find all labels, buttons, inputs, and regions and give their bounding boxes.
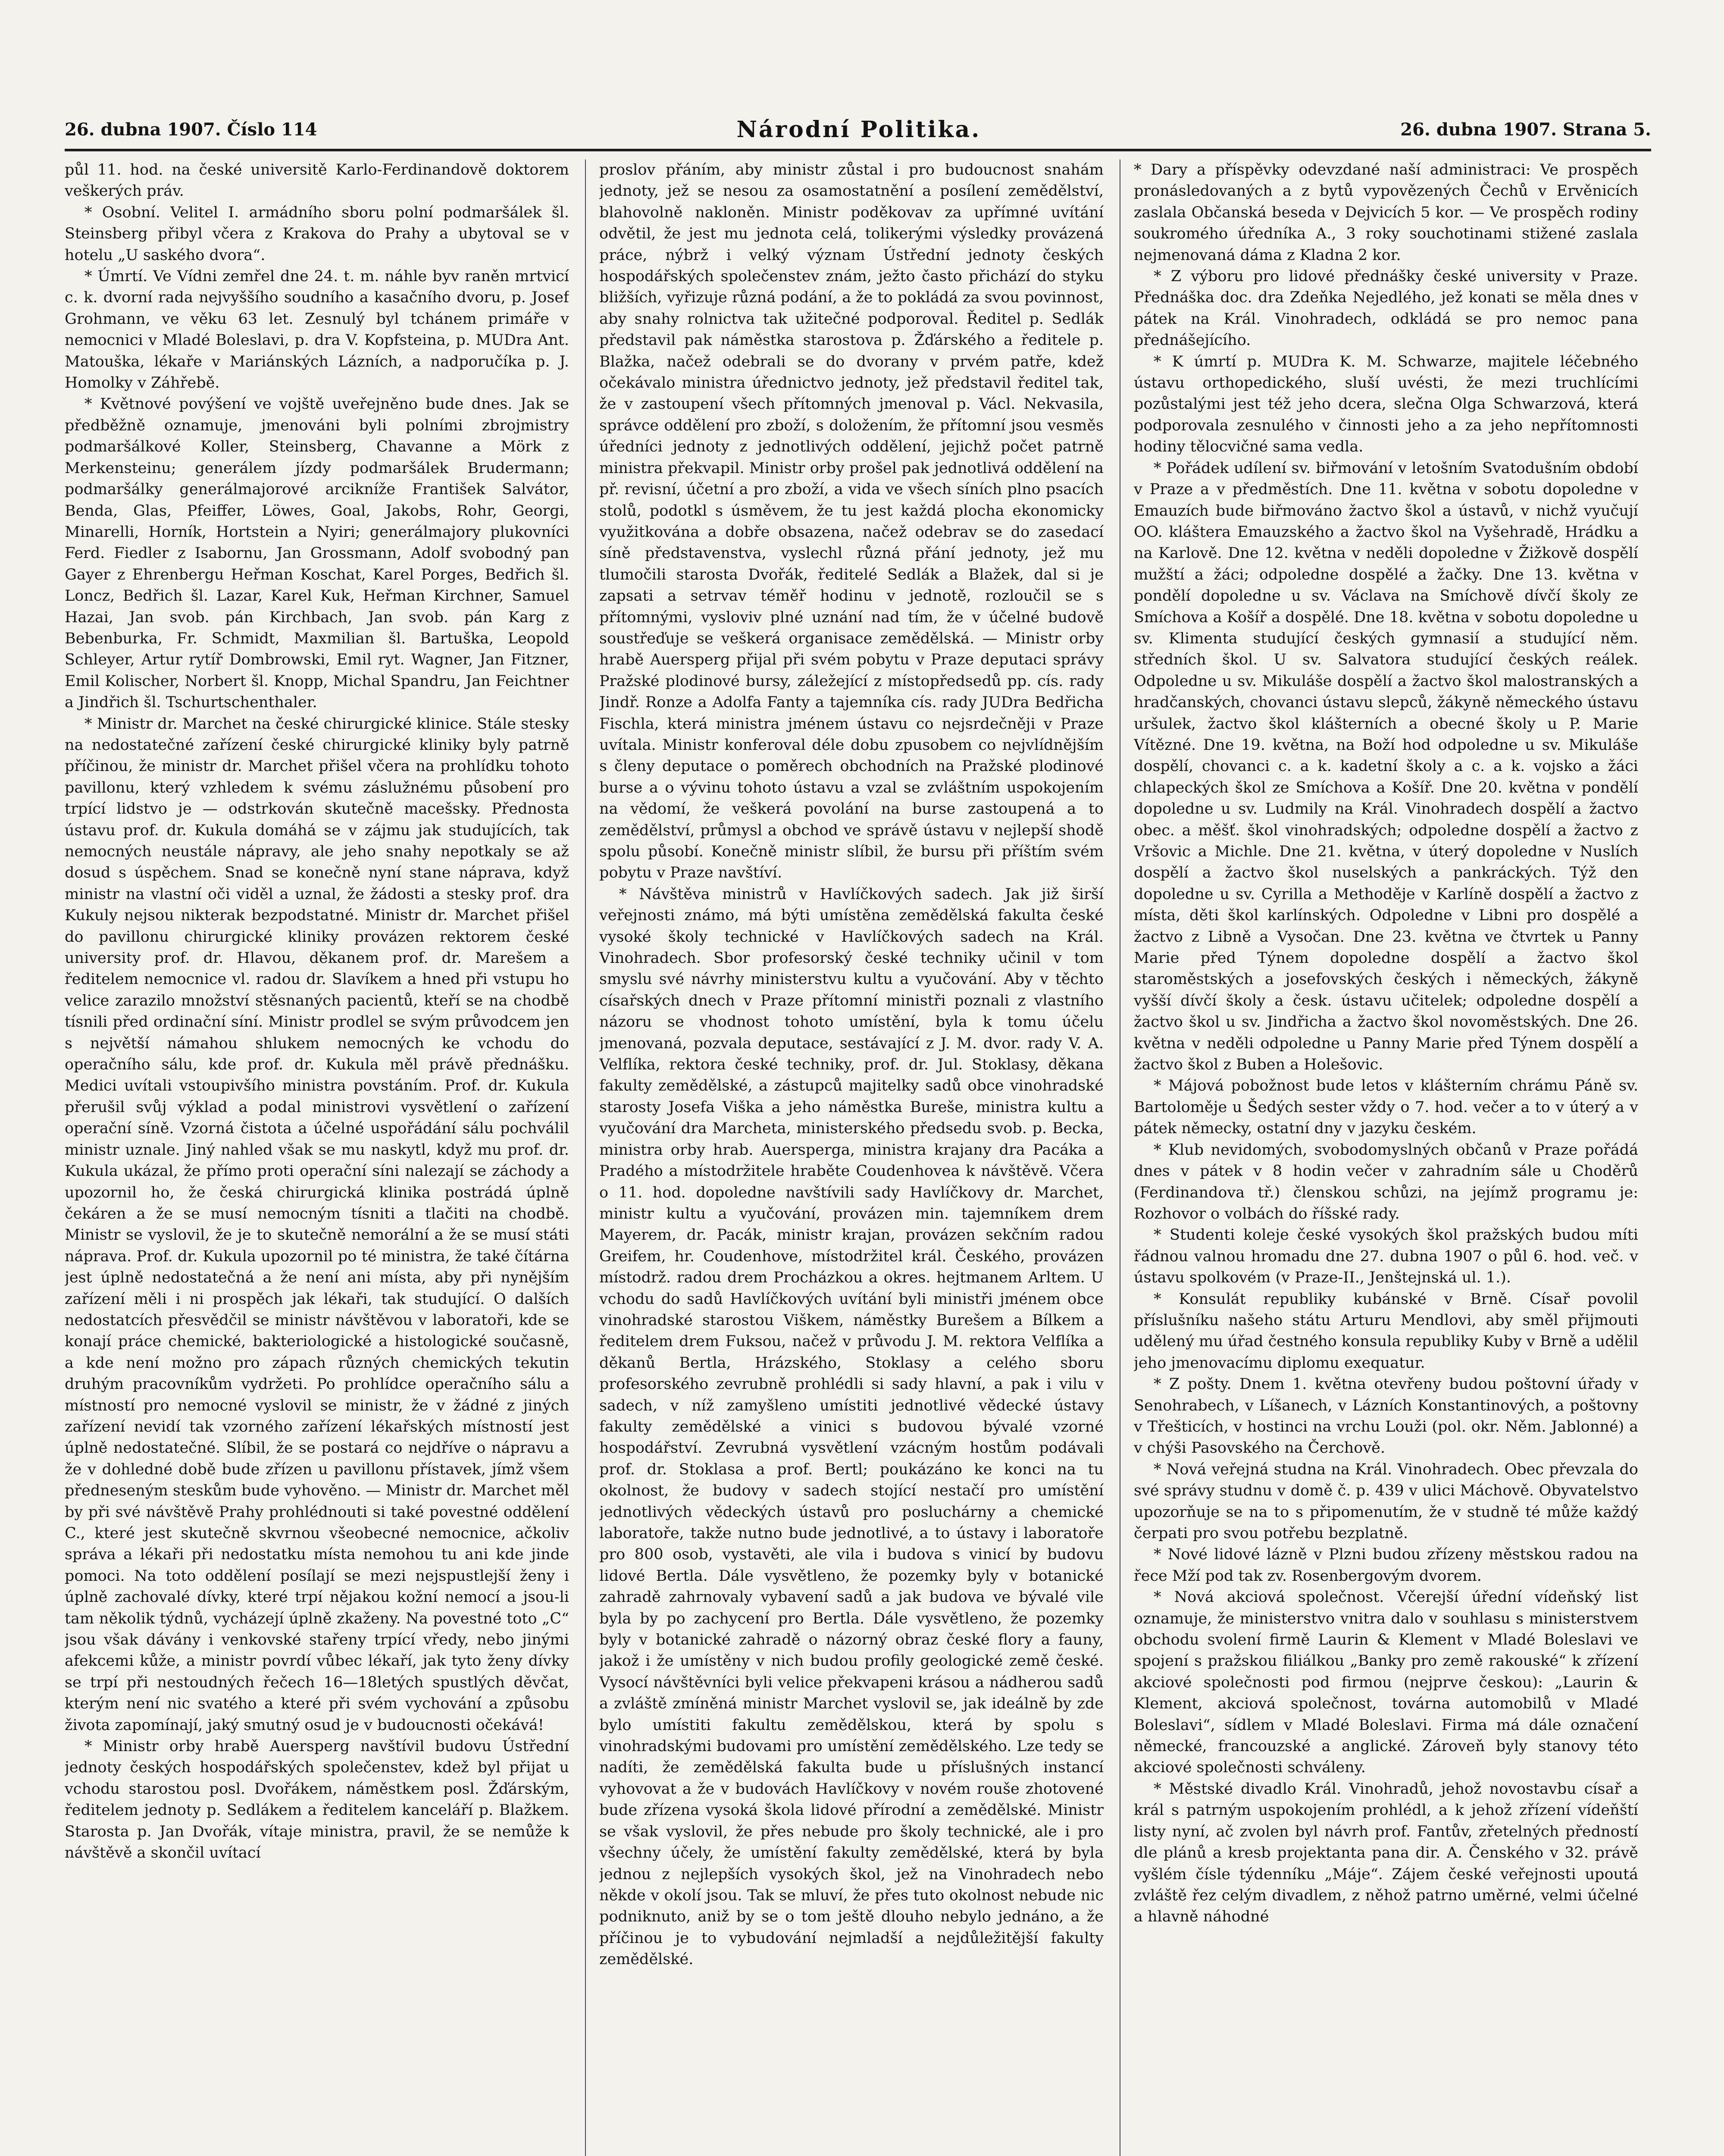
column-2 [599,160,1104,2156]
paragraph: * Nové lidové lázně v Plzni budou zřízeny městskou radou na řece Mží pod tak zv. Rosenbergovým dvorem. [1134,1546,1638,1585]
masthead: Národní Politika. [736,116,981,143]
column-1 [65,160,569,2156]
paragraph: * Ministr orby hrabě Auersperg navštívil budovu Ústřední jednoty českých hospodářských společenstev, kdež byl přijat u vchodu starostou posl. Dvořákem, náměstkem posl. Žďárským, ředitelem jednoty p. Sedlákem a ředitelem kanceláří p. Blažkem. Starosta p. Jan Dvořák, vítaje ministra, pravil, že se nemůže k návštěvě a skončil uvítací [65,1738,569,1862]
paragraph: * Studenti koleje české vysokých škol pražských budou míti řádnou valnou hromadu dne 27. dubna 1907 o půl 6. hod. več. v ústavu spolkovém (v Praze-II., Jenštejnská ul. 1.). [1134,1226,1638,1287]
page-header [65,110,1651,149]
paragraph: * Pořádek udílení sv. biřmování v letošním Svatodušním období v Praze a v předměstích. Dne 11. května v sobotu dopoledne v Emauzích bude biřmováno žactvo škol a ústavů, v nichž vyučují OO. kláštera Emauzského a žactvo škol na Vyšehradě, Hrádku a na Karlově. Dne 12. května v neděli dopoledne v Žižkově dospělí mužští a žáci; odpoledne dospělé a žačky. Dne 13. května v pondělí dopoledne u sv. Václava na Smíchově dívčí školy ze Smíchova a Košíř a dospělé. Dne 18. května v sobotu dopoledne u sv. Klimenta studující českých gymnasií a studující něm. středních škol. U sv. Salvatora studující českých reálek. Odpoledne u sv. Mikuláše dospělí a žactvo škol malostranských a hradčanských, chovanci ústavu slepců, žákyně německého ústavu uršulek, žactvo škol klášterních a obecné školy u P. Marie Vítězné. Dne 19. května, na Boží hod odpoledne u sv. Mikuláše dospělí, chovanci c. a k. kadetní školy a c. a k. vojsko a žáci chlapeckých škol ze Smíchova a Košíř. Dne 20. května v pondělí dopoledne u sv. Ludmily na Král. Vinohradech dospělí a žactvo obec. a měšť. škol vinohradských; odpoledne dospělí a žactvo z Vršovic a Michle. Dne 21. května, v úterý dopoledne v Nuslích dospělí a žactvo škol nuselských a pankráckých. Týž den dopoledne u sv. Cyrilla a Methoděje v Karlíně dospělí a žactvo z místa, děti škol karlínských. Odpoledne v Libni pro dospělé a žactvo z Libně a Vysočan. Dne 23. května ve čtvrtek u Panny Marie před Týnem dopoledne dospělí a žactvo škol staroměstských a josefovských českých i německých, žákyně vyšší dívčí školy a česk. ústavu učitelek; odpoledne dospělí a žactvo škol u sv. Jindřicha a žactvo škol novoměstských. Dne 26. května v neděli odpoledne u Panny Marie před Týnem dospělí a žactvo škol z Buben a Holešovic. [1134,459,1638,1074]
paragraph: * Nová veřejná studna na Král. Vinohradech. Obec převzala do své správy studnu v domě č. p. 439 v ulici Máchově. Obyvatelstvo upozorňuje se na to s připomenutím, že v studně té může každý čerpati pro svou potřebu bezplatně. [1134,1460,1638,1542]
header-rule [65,149,1651,151]
paragraph: proslov přáním, aby ministr zůstal i pro budoucnost snahám jednoty, jež se nesou za osamostatnění a posílení zemědělství, blahovolně nakloněn. Ministr poděkovav za upřímné uvítání odvětil, že jest mu jednota celá, tolikerými výsledky provázená práce, nýbrž i velký význam Ústřední jednoty českých hospodářských společenstev znám, ježto často přichází do styku bližších, vyřizuje různá podání, a že to pokládá za svou povinnost, aby snahy rolnictva tak užitečné podporoval. Ředitel p. Sedlák představil pak náměstka starostova p. Žďárského a ředitele p. Blažka, načež odebrali se do dvorany v prvém patře, kdež očekávalo ministra úřednictvo jednoty, jež představil ředitel tak, že v zastoupení všech přítomných jmenoval p. Václ. Nekvasila, správce oddělení pro zboží, s doložením, že přítomní jsou vesměs úředníci jednoty z jednotlivých oddělení, jejichž počet patrně ministra překvapil. Ministr orby prošel pak jednotlivá oddělení na př. revisní, účetní a pro zboží, a vida ve všech síních plno psacích stolů, podotkl s úsměvem, že tu jest každá plocha ekonomicky využitkována a dobře obsazena, načež odebrav se do zasedací síně představenstva, vyslechl různá přání jednoty, jež mu tlumočili starosta Dvořák, ředitelé Sedlák a Blažek, dal si je zapsati a setrvav téměř hodinu v jednotě, rozloučil se s přítomnými, vysloviv plné uznání nad tím, že v účelné budově soustřeďuje se veškerá organisace zemědělská. — Ministr orby hrabě Auersperg přijal při svém pobytu v Praze deputaci správy Pražské plodinové bursy, záležející z místopředsedů pp. cís. rady Jindř. Ronze a Adolfa Fanty a tajemníka cís. rady JUDra Bedřicha Fischla, která ministra jménem ústavu co nejsrdečněji v Praze uvítala. Ministr konferoval déle dobu zpusobem co nejvlídnějším s členy deputace o poměrech obchodních na Pražské plodinové burse a o vývinu tohoto ústavu a vzal se zvláštním uspokojením na vědomí, že veškerá povolání na burse zastoupená a to zemědělství, průmysl a obchod ve správě ústavu v nejlepší shodě spolu působí. Konečně ministr slíbil, že bursu při příštím svém pobytu v Praze navštíví. [599,161,1104,882]
paragraph: * Z pošty. Dnem 1. května otevřeny budou poštovní úřady v Senohrabech, v Líšanech, v Lázních Konstantinových, a poštovny v Třešticích, v hostinci na vrchu Louži (pol. okr. Něm. Jablonné) a v chýši Pasovského na Čerchově. [1134,1376,1638,1457]
paragraph: * Ministr dr. Marchet na české chirurgické klinice. Stále stesky na nedostatečné zařízení české chirurgické kliniky byly patrně příčinou, že ministr dr. Marchet přišel včera na prohlídku tohoto pavillonu, který vzhledem k svému záslužnému působení pro trpící lidstvo je — odstrkován skutečně macešsky. Přednosta ústavu prof. dr. Kukula domáhá se v zájmu jak studujících, tak nemocných neustále nápravy, ale jeho snahy nepotkaly se až dosud s úspěchem. Snad se konečně nyní stane náprava, když ministr na vlastní oči viděl a uznal, že žádosti a stesky prof. dra Kukuly nejsou nikterak bezpodstatné. Ministr dr. Marchet přišel do pavillonu chirurgické kliniky provázen rektorem české university prof. dr. Hlavou, děkanem prof. dr. Marešem a ředitelem nemocnice vl. radou dr. Slavíkem a hned při vstupu ho velice zarazilo množství stěsnaných pacientů, kteří se na chodbě tísnili před ordinační síní. Ministr prodlel se svým průvodcem jen s největší námahou shlukem nemocných ke vchodu do operačního sálu, kde prof. dr. Kukula měl právě přednášku. Medici uvítali vstoupivšího ministra povstáním. Prof. dr. Kukula přerušil svůj výklad a podal ministrovi vysvětlení o zařízení operační síně. Vzorná čistota a účelné uspořádání sálu pochválil ministr uznale. Jiný nahled však se mu naskytl, když mu prof. dr. Kukula ukázal, že přímo proti operační síni nalezají se záchody a upozornil ho, že česká chirurgická klinika postrádá úplně čekáren a že se musí nemocným tísniti a tlačiti na chodbě. Ministr se vyslovil, že je to skutečně nemorální a že se musí státi náprava. Prof. dr. Kukula upozornil po té ministra, že také čítárna jest úplně nedostatečná a že není ani místa, aby při nynějším zařízení měli i ni prospěch jak lékaři, tak studující. O dalších nedostatcích přesvědčil se ministr návštěvou v laboratoři, kde se konají práce chemické, bakteriologické a histologické současně, a kde není možno pro zápach různých chemických tekutin druhým pracovníkům vydržeti. Po prohlídce operačního sálu a místností pro nemocné vyslovil se ministr, že v žádné z jiných zařízení nevidí tak vzorného zařízení lékařských místností jest úplně nedostatečné. Slíbil, že se postará co nejdříve o nápravu a že v dohledné době bude zřízen u pavillonu přístavek, jímž všem předneseným steskům bude vyhověno. — Ministr dr. Marchet měl by při své návštěvě Prahy prohlédnouti si také povestné oddělení C., které jest skutečně skvrnou všeobecné nemocnice, ačkoliv správa a lékaři při nedostatku místa nemohou tu ani kde jinde pomoci. Na toto oddělení posílají se mezi nejspustlejší ženy i úplně zachovalé dívky, které trpí nějakou kožní nemocí a jsou-li tam několik týdnů, vycházejí úplně zkaženy. Na povestné toto „C“ jsou však dávány i venkovské stařeny trpící vředy, nebo jinými afekcemi kůže, a ministr povrdí vůbec lékaří, jak tyto ženy dívky se trpí při nestoudných řečech 16—18letých spustlých děvčat, kterým není nic svatého a které při svém vychování a způsobu života zapomínají, jaký smutný osud je v budoucnosti očekává! [65,715,569,1734]
paragraph: půl 11. hod. na české universitě Karlo-Ferdinandově doktorem veškerých práv. [65,161,569,200]
paragraph: * Návštěva ministrů v Havlíčkových sadech. Jak již širší veřejnosti známo, má býti umístěna zemědělská fakulta české vysoké školy technické v Havlíčkových sadech na Král. Vinohradech. Sbor profesorský české techniky učinil v tom smyslu své návrhy ministerstvu kultu a vyučování. Aby v těchto císařských dnech v Praze přítomní ministři poznali z vlastního názoru se vhodnost tohoto umístění, byla k tomu účelu jmenovaná, pozvala deputace, sestávající z J. M. dvor. rady V. A. Velflíka, rektora české techniky, prof. dr. Jul. Stoklasy, děkana fakulty zemědělské, a zástupců majitelky sadů obce vinohradské starosty Josefa Viška a jeho náměstka Bureše, ministra kultu a vyučování dra Marcheta, ministerského předsedu svob. p. Becka, ministra orby hrab. Auersperga, ministra krajany dra Pacáka a Pradého a místodržitele hraběte Coudenhovea k návštěvě. Včera o 11. hod. dopoledne navštívili sady Havlíčkovy dr. Marchet, ministr kultu a vyučování, provázen min. tajemníkem drem Mayerem, dr. Pacák, ministr krajan, provázen sekčním radou Greifem, hr. Coudenhove, místodržitel král. Českého, provázen místodrž. radou drem Procházkou a okres. hejtmanem Arltem. U vchodu do sadů Havlíčkových uvítání byli ministři jménem obce vinohradské starostou Viškem, náměstky Burešem a Bílkem a ředitelem drem Fuksou, načež v průvodu J. M. rektora Velflíka a děkanů Bertla, Hrázského, Stoklasy a celého sboru profesorského zevrubně prohlédli si sady hlavní, a pak i vilu v sadech, v níž zamyšleno umístiti jednotlivé vědecké ústavy fakulty zemědělské a vinici s budovou bývalé vzorné hospodářství. Zevrubná vysvětlení vzácným hostům podávali prof. dr. Stoklasa a prof. Bertl; poukázáno ke konci na tu okolnost, že budovy v sadech stojící nestačí pro umístění jednotlivých vědeckých ústavů pro posluchárny a chemické laboratoře, takže nutno bude jednotlivé, a to ústavy i laboratoře pro 800 osob, vystavěti, ale vila i budova s vinicí by budovu lidové Bertla. Dále vysvětleno, že pozemky byly v botanické zahradě zahrnovaly vybavení sadů a jak budova ve bývalé vile byla by po zachycení pro Bertla. Dále vysvětleno, že pozemky byly v botanické zahradě o názorný obraz české flory a fauny, jakož i že umístěny v nich budou profily geologické země české. Vysocí návštěvníci byli velice překvapeni krásou a nádherou sadů a zvláště zmíněná ministr Marchet vyslovil se, jak ideálně by zde bylo umístiti fakultu zemědělskou, která by spolu s vinohradskými budovami pro umístění zemědělského. Lze tedy se nadíti, že zemědělská fakulta bude u příslušných instancí vyhovovat a že v budovách Havlíčkovy v novém rouše zhotovené bude zřízena vysoká škola lidové přírodní a zemědělské. Ministr se však vyslovil, že přes nebude pro školy technické, ale i pro všechny účely, že umístění fakulty zemědělské, která by byla jednou z nejlepších vysokých škol, jež na Vinohradech nebo někde v okolí jsou. Tak se mluví, že přes tuto okolnost nebude nic podniknuto, aniž by se o tom ještě dlouho nebylo jednáno, a že příčinou je to vybudování nejmladší a nejdůležitější fakulty zemědělské. [599,885,1104,1968]
paragraph: * Nová akciová společnost. Včerejší úřední vídeňský list oznamuje, že ministerstvo vnitra dalo v souhlasu s ministerstvem obchodu svolení firmě Laurin & Klement v Mladé Boleslavi ve spojení s pražskou filiálkou „Banky pro země rakouské“ k zřízení akciové společnosti pod firmou (nejprve českou): „Laurin & Klement, akciová společnost, továrna automobilů v Mladé Boleslavi“, sídlem v Mladé Boleslavi. Firma má dále označení německé, francouzské a anglické. Zároveň byly stanovy této akciové společnosti schváleny. [1134,1589,1638,1777]
paragraph: * Úmrtí. Ve Vídni zemřel dne 24. t. m. náhle byv raněn mrtvicí c. k. dvorní rada nejvyššího soudního a kasačního dvoru, p. Josef Grohmann, ve věku 63 let. Zesnulý byl tchánem primáře v nemocnici v Mladé Boleslavi, p. dra V. Kopfsteina, p. MUDra Ant. Matouška, lékaře v Mariánských Lázních, a nadporučíka p. J. Homolky v Záhřebě. [65,268,569,392]
paragraph: * Konsulát republiky kubánské v Brně. Císař povolil příslušníku našeho státu Arturu Mendlovi, aby směl přijmouti udělený mu úřad čestného konsula republiky Kuby v Brně a udělil jeho jmenovacímu diplomu exequatur. [1134,1290,1638,1372]
paragraph: * Osobní. Velitel I. armádního sboru polní podmaršálek šl. Steinsberg přibyl včera z Krakova do Prahy a ubytoval se v hotelu „U saského dvora“. [65,204,569,264]
paragraph: * Květnové povýšení ve vojště uveřejněno bude dnes. Jak se předběžně oznamuje, jmenováni byli polními zbrojmistry podmaršálkové Koller, Steinsberg, Chavanne a Mörk z Merkensteinu; generálem jízdy podmaršálek Brudermann; podmaršálky generálmajorové arcikníže František Salvátor, Benda, Glas, Pfeiffer, Löwes, Goal, Jakobs, Rohr, Georgi, Minarelli, Horník, Hortstein a Nyiri; generálmajory plukovníci Ferd. Fiedler z Isabornu, Jan Grossmann, Adolf svobodný pan Gayer z Ehrenbergu Heřman Koschat, Karel Porges, Bedřich šl. Loncz, Bedřich šl. Lazar, Karel Kuk, Heřman Kirchner, Samuel Hazai, Jan svob. pán Kirchbach, Jan svob. pán Karg z Bebenburka, Fr. Schmidt, Maxmilian šl. Bartuška, Leopold Schleyer, Artur rytíř Dombrowski, Emil ryt. Wagner, Jan Fitzner, Emil Kolischer, Norbert šl. Knopp, Michal Spandru, Jan Feichtner a Jindřich šl. Tschurtschenthaler. [65,395,569,711]
paragraph: * Dary a příspěvky odevzdané naší administraci: Ve prospěch pronásledovaných a z bytů vypovězených Čechů v Ervěnicích zaslala Občanská beseda v Dejvicích 5 kor. — Ve prospěch rodiny soukromého úředníka A., 3 roky souchotinami stižené zaslala nejmenovaná dáma z Kladna 2 kor. [1134,161,1638,264]
column-3 [1134,160,1638,2156]
paragraph: * Májová pobožnost bude letos v klášterním chrámu Páně sv. Bartoloměje u Šedých sester vždy o 7. hod. večer a to v úterý a v pátek německy, ostatní dny v jazyku českém. [1134,1077,1638,1138]
paragraph: * Klub nevidomých, svobodomyslných občanů v Praze pořádá dnes v pátek v 8 hodin večer v zahradním sále u Choděrů (Ferdinandova tř.) členskou schůzi, na jejímž programu je: Rozhovor o volbách do říšské rady. [1134,1141,1638,1222]
paragraph: * K úmrtí p. MUDra K. M. Schwarze, majitele léčebného ústavu orthopedického, sluší uvésti, že mezi truchlícími pozůstalými jest též jeho dcera, slečna Olga Schwarzová, která podporovala zesnulého v činnosti jeho a za jeho nepřítomnosti hodiny tělocvičné sama vedla. [1134,353,1638,456]
paragraph: * Z výboru pro lidové přednášky české university v Praze. Přednáška doc. dra Zdeňka Nejedlého, jež konati se měla dnes v pátek na Král. Vinohradech, odkládá se pro nemoc pana přednášejícího. [1134,268,1638,349]
paragraph: * Městské divadlo Král. Vinohradů, jehož novostavbu císař a král s patrným uspokojením prohlédl, a k jehož zřízení vídeňští listy nyní, ač zvolen byl návrh prof. Fantův, zřetelných předností dle plánů a kresb projektanta pana dir. A. Čenského v 32. právě vyšlém čísle týdenníku „Máje“. Zájem české veřejnosti upoutá zvláště řez celým divadlem, z něhož patrno uměrné, velmi účelné a hlavně náhodné [1134,1780,1638,1926]
column-divider [585,160,586,2156]
header-date-page: 26. dubna 1907. Strana 5. [1400,119,1651,140]
header-date-issue: 26. dubna 1907. Číslo 114 [65,119,317,140]
